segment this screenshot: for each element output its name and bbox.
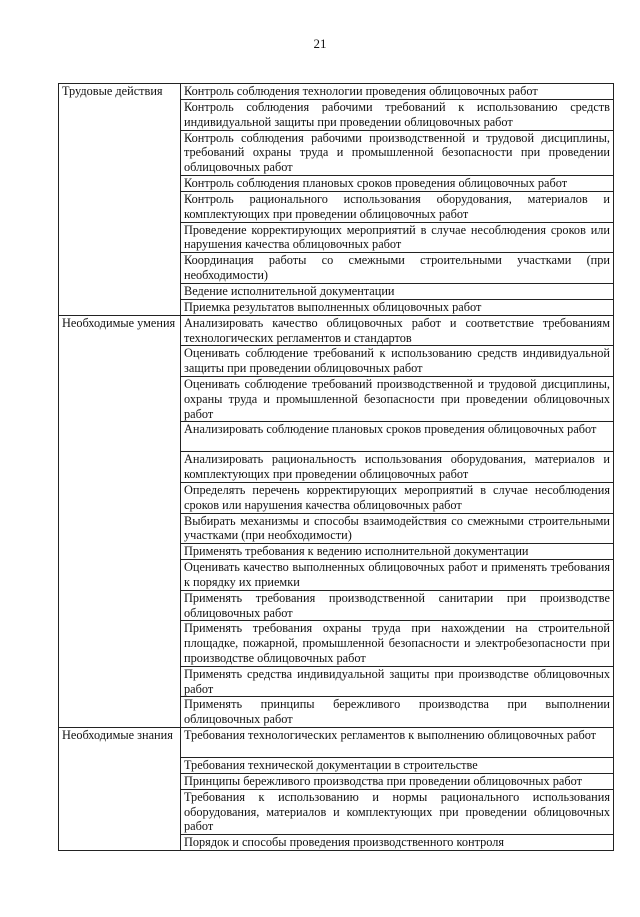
labor-action-item: Проведение корректирующих мероприятий в случае несоблюдения сроков или нарушения качества облицовочных работ	[181, 222, 614, 253]
skill-item: Применять требования к ведению исполнительной документации	[181, 544, 614, 560]
table-row	[59, 315, 614, 346]
labor-action-item: Ведение исполнительной документации	[181, 283, 614, 299]
section-label-labor-actions: Трудовые действия	[59, 84, 181, 316]
labor-action-item: Контроль соблюдения плановых сроков проведения облицовочных работ	[181, 175, 614, 191]
labor-action-item: Контроль соблюдения рабочими требований к использованию средств индивидуальной защиты при проведении облицовочных работ	[181, 100, 614, 131]
labor-action-item: Контроль соблюдения рабочими производственной и трудовой дисциплины, требований охраны труда и промышленной безопасности при проведении облицовочных работ	[181, 130, 614, 175]
knowledge-item: Требования технической документации в строительстве	[181, 757, 614, 773]
labor-action-item: Приемка результатов выполненных облицовочных работ	[181, 299, 614, 315]
knowledge-item: Порядок и способы проведения производственного контроля	[181, 835, 614, 851]
knowledge-item: Принципы бережливого производства при проведении облицовочных работ	[181, 773, 614, 789]
labor-action-item: Координация работы со смежными строительными участками (при необходимости)	[181, 253, 614, 284]
skill-item: Применять средства индивидуальной защиты при производстве облицовочных работ	[181, 666, 614, 697]
skill-item: Анализировать рациональность использования оборудования, материалов и комплектующих при проведении облицовочных работ	[181, 452, 614, 483]
section-label-required-knowledge: Необходимые знания	[59, 727, 181, 850]
knowledge-item: Требования к использованию и нормы рационального использования оборудования, материалов и комплектующих при проведении облицовочных работ	[181, 789, 614, 834]
table-row	[59, 727, 614, 757]
skill-item: Оценивать соблюдение требований производственной и трудовой дисциплины, охраны труда и промышленной безопасности при проведении облицовочных работ	[181, 376, 614, 421]
skill-item: Выбирать механизмы и способы взаимодействия со смежными строительными участками (при необходимости)	[181, 513, 614, 544]
competency-table	[58, 83, 614, 851]
page-number: 21	[313, 36, 327, 51]
table-row	[59, 84, 614, 100]
section-label-required-skills: Необходимые умения	[59, 315, 181, 727]
skill-item: Оценивать соблюдение требований к использованию средств индивидуальной защиты при проведении облицовочных работ	[181, 346, 614, 377]
skill-item: Применять требования производственной санитарии при производстве облицовочных работ	[181, 590, 614, 621]
skill-item: Анализировать соблюдение плановых сроков проведения облицовочных работ	[181, 422, 614, 452]
skill-item: Оценивать качество выполненных облицовочных работ и применять требования к порядку их приемки	[181, 560, 614, 591]
skill-item: Анализировать качество облицовочных работ и соответствие требованиям технологических регламентов и стандартов	[181, 315, 614, 346]
knowledge-item: Требования технологических регламентов к выполнению облицовочных работ	[181, 727, 614, 757]
skill-item: Определять перечень корректирующих мероприятий в случае несоблюдения сроков или нарушения качества облицовочных работ	[181, 482, 614, 513]
skill-item: Применять требования охраны труда при нахождении на строительной площадке, пожарной, промышленной безопасности и электробезопасности при производстве облицовочных работ	[181, 621, 614, 666]
labor-action-item: Контроль соблюдения технологии проведения облицовочных работ	[181, 84, 614, 100]
skill-item: Применять принципы бережливого производства при выполнении облицовочных работ	[181, 697, 614, 728]
labor-action-item: Контроль рационального использования оборудования, материалов и комплектующих при проведении облицовочных работ	[181, 191, 614, 222]
